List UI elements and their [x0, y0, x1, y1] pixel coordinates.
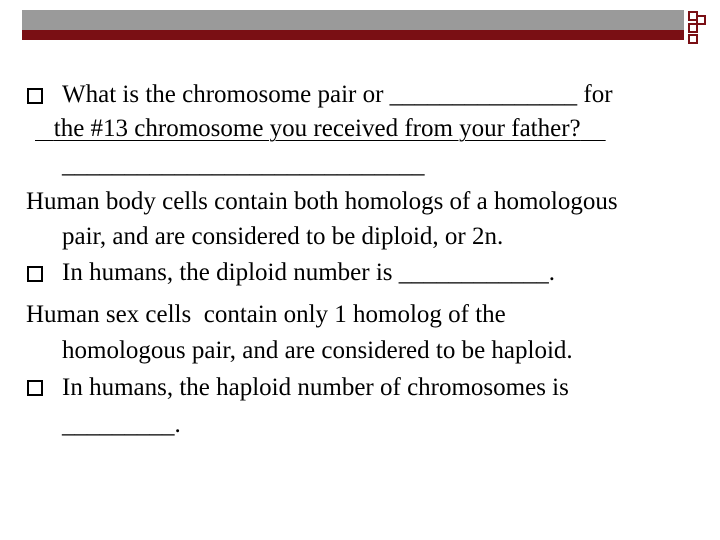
- question-line-1: What is the chromosome pair or _______________ for: [62, 81, 613, 108]
- bullet-square-icon: [27, 380, 43, 396]
- body-cells-line-1: Human body cells contain both homologs of a homologous: [26, 188, 618, 215]
- body-cells-line-2: pair, and are considered to be diploid, or 2n.: [62, 223, 504, 250]
- question-line-2-lead: [35, 115, 54, 142]
- sex-cells-line-1: Human sex cells contain only 1 homolog of the: [26, 301, 506, 328]
- question-line-2-trail: [581, 115, 606, 142]
- bullet-square-icon: [27, 266, 43, 282]
- diploid-number-line: In humans, the diploid number is ____________.: [62, 259, 556, 286]
- sex-cells-line-2: homologous pair, and are considered to be haploid.: [62, 337, 573, 364]
- question-line-2: [35, 114, 606, 144]
- question-line-2-text: the #13 chromosome you received from your father?: [53, 115, 581, 142]
- haploid-number-line-1: In humans, the haploid number of chromosomes is: [62, 374, 569, 401]
- haploid-number-line-2: _________.: [62, 411, 181, 438]
- answer-blank-line: _____________________________: [62, 151, 425, 178]
- bullet-square-icon: [27, 88, 43, 104]
